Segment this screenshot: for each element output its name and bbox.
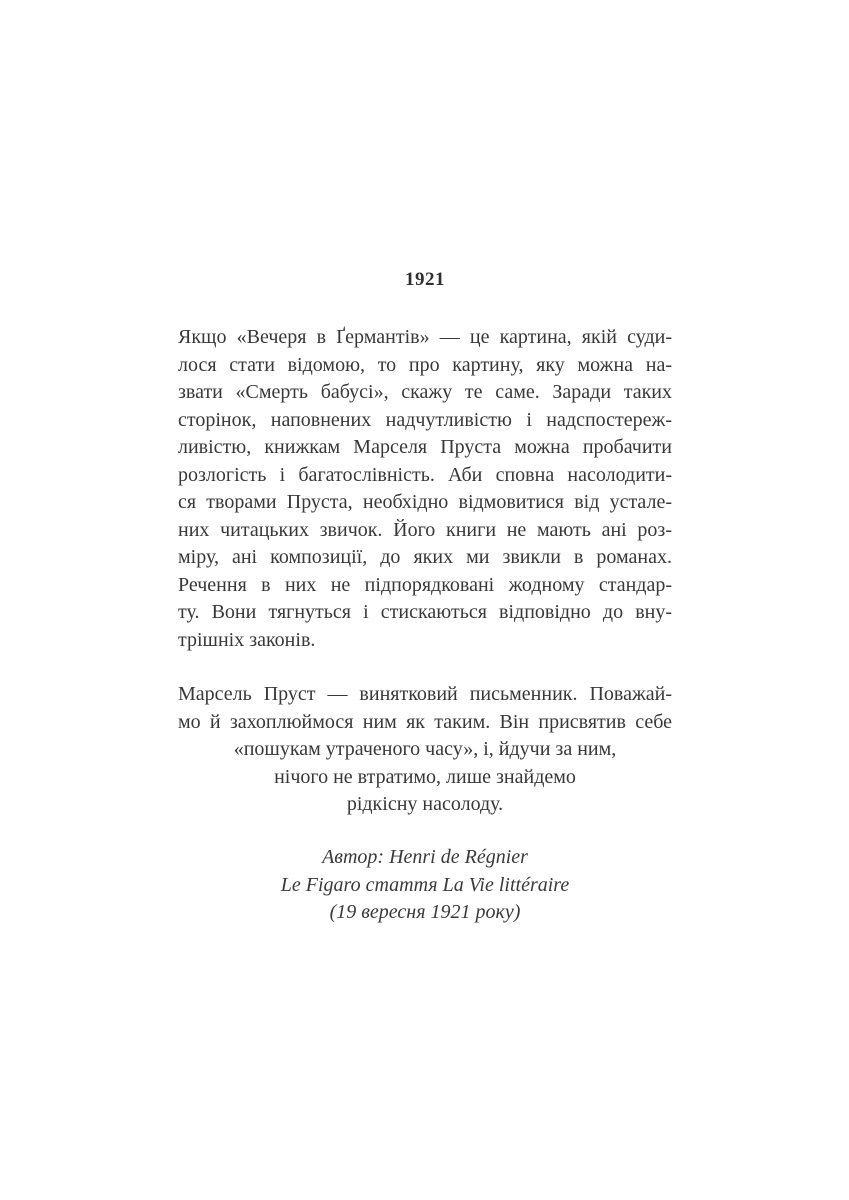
attribution-line: Автор: Henri de Régnier — [322, 846, 528, 868]
attribution-line: (19 вересня 1921 року) — [329, 901, 521, 923]
text-line: ливістю, книжкам Марселя Пруста можна пробачити — [178, 436, 672, 458]
text-line: ся творами Пруста, необхідно відмовитися від устале- — [178, 491, 672, 513]
text-line: сторінок, наповнених надчутливістю і надспостереж- — [178, 408, 672, 431]
attribution — [178, 844, 672, 927]
text-line: Марсель Пруст — винятковий письменник. Поважай- — [178, 683, 672, 705]
text-line: розлогість і багатослівність. Аби сповна насолодити- — [178, 463, 672, 486]
text-line: мо й захоплюймося ним як таким. Він присвятив себе — [178, 710, 672, 733]
paragraph-2-centered-lines — [178, 736, 672, 819]
text-line: міру, ані композиції, до яких ми звикли в романах. — [178, 546, 672, 568]
paragraph-2-justified-lines — [178, 681, 672, 736]
paragraph-1-last-line: трішніх законів. — [178, 628, 316, 651]
text-line: ту. Вони тягнуться і стискаються відповідно до вну- — [178, 601, 672, 623]
text-line: нічого не втратимо, лише знайдемо — [274, 765, 576, 788]
text-line: звати «Смерть бабусі», скажу те саме. Заради таких — [178, 381, 672, 403]
paragraph-2 — [178, 681, 672, 819]
text-line: лося стати відомою, то про картину, яку можна на- — [178, 353, 672, 376]
text-line: них читацьких звичок. Його книги не мають ані роз- — [178, 518, 672, 541]
text-line: рідкісну насолоду. — [346, 793, 504, 815]
year-heading: 1921 — [405, 269, 445, 290]
text-line: Речення в них не підпорядковані жодному стандар- — [178, 573, 672, 596]
paragraph-1-justified-lines — [178, 324, 672, 627]
paragraph-1 — [178, 324, 672, 654]
text-line: Якщо «Вечеря в Ґермантів» — це картина, якій суди- — [178, 326, 672, 348]
text-line: «пошукам утраченого часу», і, йдучи за ним, — [233, 738, 617, 760]
attribution-line: Le Figaro стаття La Vie littéraire — [280, 873, 570, 896]
